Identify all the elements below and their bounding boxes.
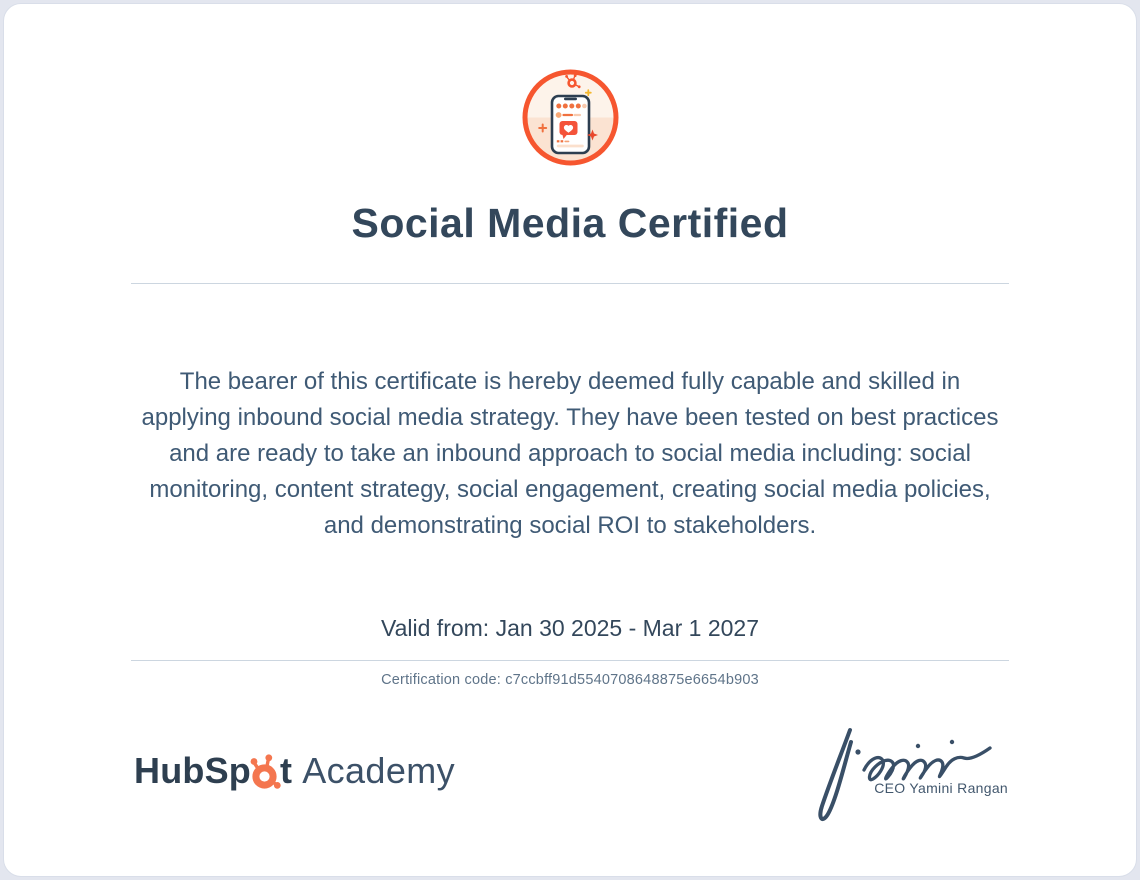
phone-social-media-badge-icon xyxy=(522,69,619,166)
phone-illustration xyxy=(552,96,589,153)
certificate-description: The bearer of this certificate is hereby deemed fully capable and skilled in applying inbound social media strategy. They have been tested on best practices and are ready to take an inbound approach to social media including: social monitoring, content strategy, social engagement, creating social media policies, and demonstrating social ROI to stakeholders. xyxy=(141,368,999,539)
handwritten-signature-icon xyxy=(804,708,1010,833)
certificate-title: Social Media Certified xyxy=(351,200,789,246)
logo-text-hubsp: HubSp xyxy=(134,750,251,791)
divider-top xyxy=(131,283,1009,284)
certification-code: Certification code: c7ccbff91d5540708648875e6654b903 xyxy=(381,672,759,688)
logo-text-t: t xyxy=(279,750,293,791)
certificate-badge xyxy=(522,69,619,166)
certificate-footer xyxy=(4,708,1136,876)
logo-text-academy: Academy xyxy=(302,750,456,791)
divider-bottom xyxy=(131,660,1009,661)
hubspot-sprocket-icon xyxy=(250,751,281,791)
certificate-card xyxy=(3,3,1137,877)
signer-name: CEO Yamini Rangan xyxy=(874,780,1008,796)
signature-block xyxy=(804,708,1010,838)
validity-dates: Valid from: Jan 30 2025 - Mar 1 2027 xyxy=(380,615,759,641)
hubspot-academy-logo xyxy=(134,748,455,794)
